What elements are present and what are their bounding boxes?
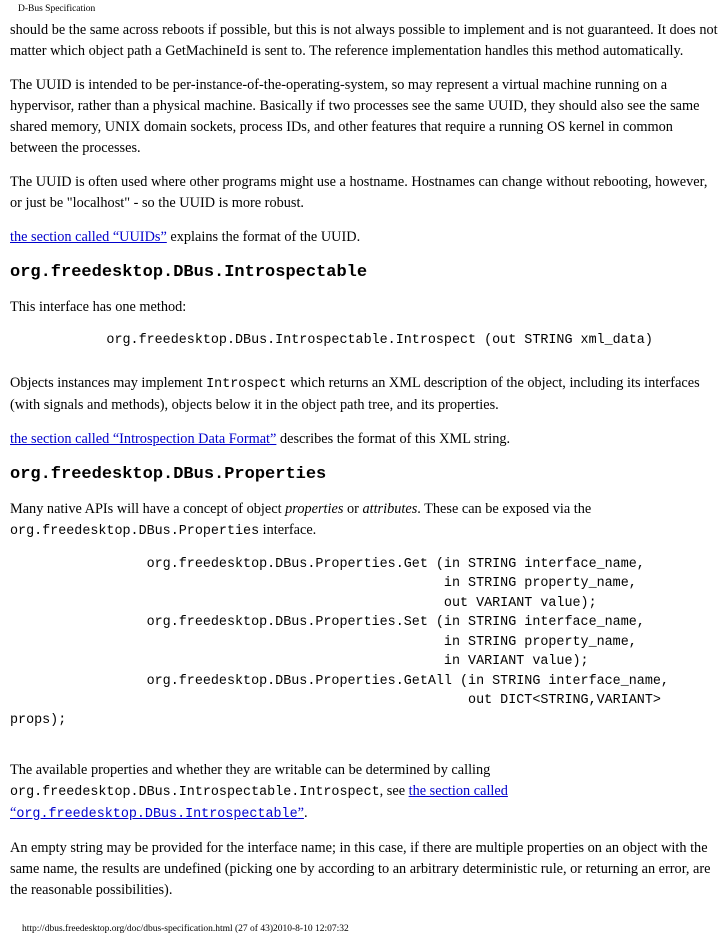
link-introspection-data-format[interactable]: the section called “Introspection Data Format” — [10, 430, 277, 447]
text-fragment: which returns an XML description of the object, including its interfaces (with signals and methods), objects below it in the object path tree, and its properties. — [10, 374, 700, 413]
code-properties-signatures: org.freedesktop.DBus.Properties.Get (in STRING interface_name, in STRING property_name, out VARIANT value); org.freedesktop.DBus.Properties.Set (in STRING interface_name, in STRING property_name, in VARIANT value); org.freedesktop.DBus.Properties.GetAll (in STRING interface_name, out DICT<STRING,VARIANT> props); — [10, 556, 669, 728]
text-fragment: describes the format of this XML string. — [276, 430, 511, 447]
paragraph-uuid-format — [10, 227, 720, 248]
paragraph-empty-interface-name: An empty string may be provided for the interface name; in this case, if there are multiple properties on an object with the same name, the results are undefined (picking one by according to an arbitrary deterministic rule, or returning an error, are the reasonable possibilities). — [10, 840, 711, 898]
paragraph-introspect-desc — [10, 373, 720, 416]
emphasis-attributes: attributes — [362, 500, 418, 517]
link-text: the section called “ — [10, 783, 508, 821]
text-fragment: , see — [379, 783, 409, 799]
running-header: D-Bus Specification — [18, 4, 96, 14]
code-introspect-method-inline: org.freedesktop.DBus.Introspectable.Introspect — [10, 785, 380, 800]
paragraph-available-properties — [10, 760, 720, 825]
paragraph-uuid-format-text: explains the format of the UUID. — [166, 229, 361, 245]
paragraph-one-method: This interface has one method: — [10, 299, 187, 315]
text-fragment: Objects instances may implement — [10, 374, 207, 391]
text-fragment: interface. — [259, 521, 317, 538]
text-fragment: or — [343, 500, 363, 517]
emphasis-properties: properties — [285, 500, 344, 517]
heading-introspectable: org.freedesktop.DBus.Introspectable — [10, 263, 368, 282]
code-properties-inline: org.freedesktop.DBus.Properties — [10, 523, 260, 539]
paragraph-uuid-hostname: The UUID is often used where other programs might use a hostname. Hostnames can change without rebooting, however, or just be "localhost" - so the UUID is more robust. — [10, 174, 708, 211]
text-fragment: . — [303, 805, 308, 821]
link-uuids-section[interactable]: the section called “UUIDs” — [10, 229, 167, 245]
text-fragment: The available properties and whether they are writable can be determined by calling — [10, 762, 491, 778]
paragraph-introspection-format — [10, 429, 720, 450]
link-code-text: org.freedesktop.DBus.Introspectable — [16, 807, 298, 822]
code-introspect-signature: org.freedesktop.DBus.Introspectable.Introspect (out STRING xml_data) — [10, 333, 653, 348]
link-text: ” — [297, 805, 304, 821]
heading-properties: org.freedesktop.DBus.Properties — [10, 464, 327, 484]
document-body — [10, 20, 720, 914]
code-introspect-inline: Introspect — [206, 376, 287, 392]
paragraph-uuid-instance: The UUID is intended to be per-instance-of-the-operating-system, so may represent a virtual machine running on a hypervisor, rather than a physical machine. Basically if two processes see the same UUID, they should also see the same shared memory, UNIX domain sockets, process IDs, and other features that require a running OS kernel in common between the processes. — [10, 77, 700, 156]
paragraph-properties-intro — [10, 499, 720, 542]
page-footer-url: http://dbus.freedesktop.org/doc/dbus-specification.html (27 of 43)2010-8-10 12:07:32 — [22, 924, 349, 934]
text-fragment: . These can be exposed via the — [417, 500, 592, 517]
text-fragment: Many native APIs will have a concept of object — [10, 500, 286, 517]
paragraph-machine-id: should be the same across reboots if possible, but this is not always possible to implement and is not guaranteed. It does not matter which object path a GetMachineId is sent to. The reference implementation handles this method automatically. — [10, 22, 718, 59]
